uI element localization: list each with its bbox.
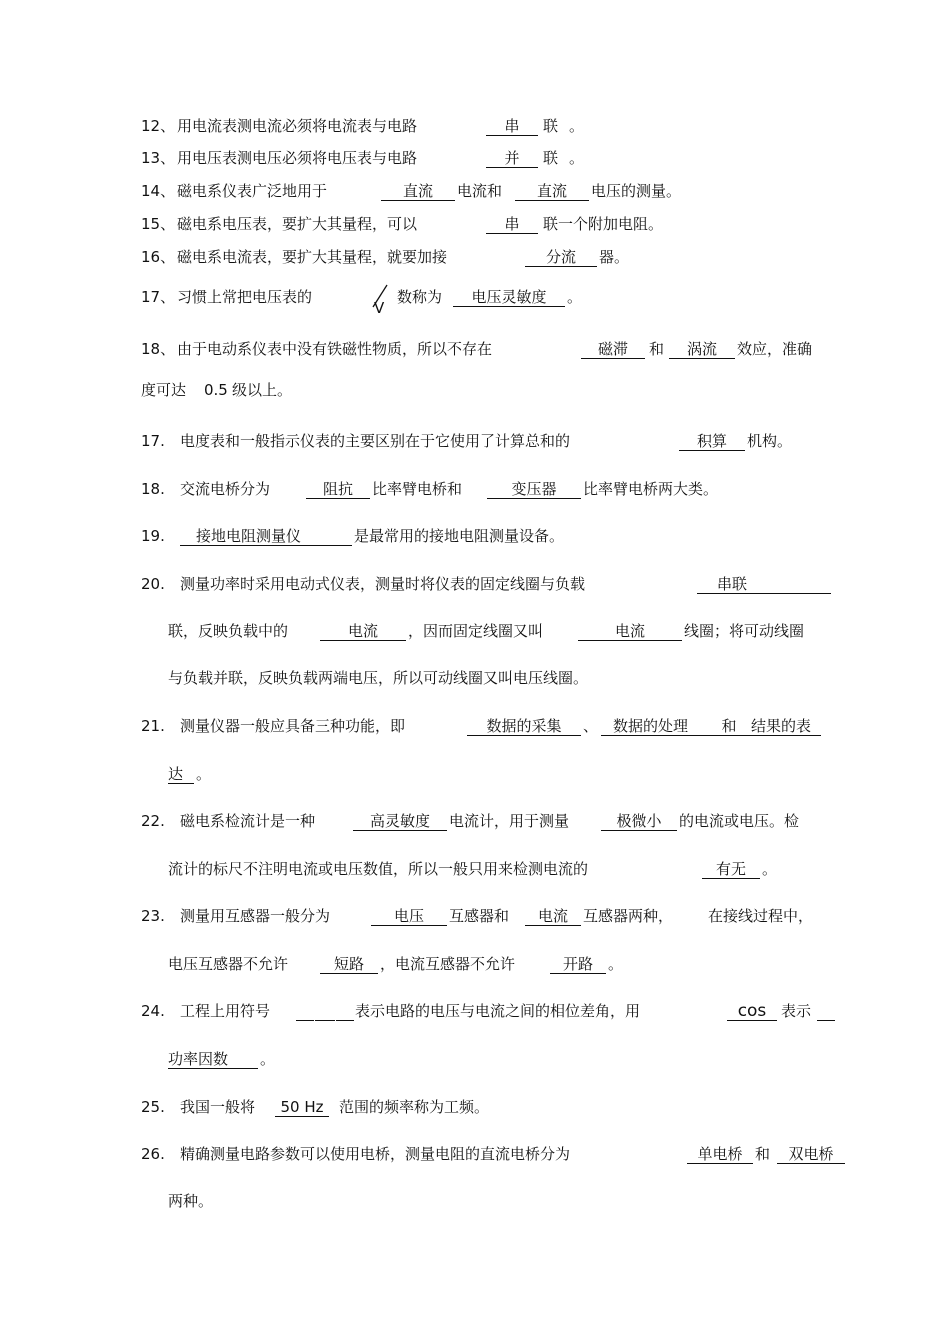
answer-blank: 涡流 [669,339,735,359]
question-text: 级以上。 [232,381,293,399]
answer-blank [336,1001,354,1021]
question-text: 习惯上常把电压表的 [177,288,313,306]
question-text: 精确测量电路参数可以使用电桥，测量电阻的直流电桥分为 [180,1145,571,1163]
accuracy-value: 0.5 [204,381,228,399]
question-text: 表示 [781,1002,812,1020]
question-number: 23. [141,907,165,925]
question-text: 和 [649,340,665,358]
question-number: 13、 [141,149,176,167]
question-text: ，因而固定线圈又叫 [408,622,544,640]
question-text: 电流和 [457,182,503,200]
question-text: 工程上用符号 [180,1002,271,1020]
question-text: 在接线过程中， [708,907,814,925]
punctuation: 。 [569,117,585,135]
answer-blank: 阻抗 [306,479,370,499]
question-text: 表示电路的电压与电流之间的相位差角，用 [355,1002,641,1020]
question-text: 范围的频率称为工频。 [339,1098,490,1116]
answer-blank: 并 [486,148,538,168]
question-text: 流计的标尺不注明电流或电压数值，所以一般只用来检测电流的 [168,860,589,878]
answer-blank: 开路 [550,954,606,974]
answer-blank: 电流 [525,906,581,926]
question-number: 16、 [141,248,176,266]
question-text: 电流计，用于测量 [449,812,570,830]
question-text: 器。 [599,248,630,266]
answer-blank: 双电桥 [777,1144,845,1164]
question-text: 效应，准确 [737,340,813,358]
answer-blank: 直流 [515,181,589,201]
question-number: 19. [141,527,165,545]
question-text: 互感器和 [449,907,510,925]
question-number: 24. [141,1002,165,1020]
answer-blank: 电压灵敏度 [453,287,565,307]
question-number: 12、 [141,117,176,135]
answer-blank: 串 [486,214,538,234]
question-text: 联，反映负载中的 [168,622,289,640]
question-number: 20. [141,575,165,593]
answer-blank [315,1001,335,1021]
question-text: 磁电系电压表，要扩大其量程，可以 [177,215,418,233]
question-text: 数称为 [397,288,443,306]
unit-symbol: V [374,299,385,317]
punctuation: 。 [762,860,778,878]
answer-blank: 电流 [320,621,406,641]
punctuation: 、 [583,717,599,735]
answer-blank: 变压器 [487,479,581,499]
question-number: 18、 [141,340,176,358]
question-number: 25. [141,1098,165,1116]
answer-blank: 结果的表 [741,716,821,736]
question-text: 用电流表测电流必须将电流表与电路 [177,117,418,135]
question-text: ，电流互感器不允许 [380,955,516,973]
question-text: 磁电系检流计是一种 [180,812,316,830]
answer-blank: cos [727,1001,777,1021]
answer-blank: 数据的处理 [601,716,717,736]
question-number: 18. [141,480,165,498]
question-number: 17、 [141,288,176,306]
question-text: 电压的测量。 [591,182,682,200]
question-text: 和 [755,1145,771,1163]
answer-blank: 50 Hz [275,1097,329,1117]
punctuation: 。 [196,765,212,783]
question-text: 测量仪器一般应具备三种功能，即 [180,717,406,735]
question-text: 联 [543,117,559,135]
punctuation: 。 [608,955,624,973]
question-text: 测量功率时采用电动式仪表，测量时将仪表的固定线圈与负载 [180,575,586,593]
answer-blank: 单电桥 [687,1144,753,1164]
question-text: 电压互感器不允许 [168,955,289,973]
question-text: 磁电系电流表，要扩大其量程，就要加接 [177,248,448,266]
question-text: 联 [543,149,559,167]
question-number: 17. [141,432,165,450]
question-text: 是最常用的接地电阻测量设备。 [354,527,565,545]
question-text: 磁电系仪表广泛地用于 [177,182,328,200]
answer-blank [817,1001,835,1021]
answer-blank: 积算 [679,431,745,451]
answer-blank: 和 [717,716,741,736]
answer-blank: 有无 [702,859,760,879]
question-text: 比率臂电桥和 [372,480,463,498]
question-text: 两种。 [168,1192,214,1210]
question-number: 22. [141,812,165,830]
answer-blank: 接地电阻测量仪 [180,526,352,546]
answer-blank: 串联 [697,574,831,594]
question-number: 14、 [141,182,176,200]
question-text: 测量用互感器一般分为 [180,907,331,925]
question-text: 机构。 [747,432,793,450]
question-number: 26. [141,1145,165,1163]
question-number: 15、 [141,215,176,233]
question-text: 用电压表测电压必须将电压表与电路 [177,149,418,167]
question-text: 由于电动系仪表中没有铁磁性物质，所以不存在 [177,340,493,358]
punctuation: 。 [260,1050,276,1068]
answer-blank: 直流 [381,181,455,201]
answer-blank: 短路 [320,954,378,974]
question-text: 互感器两种， [583,907,674,925]
answer-blank: 极微小 [601,811,677,831]
question-text: 比率臂电桥两大类。 [583,480,719,498]
answer-blank: 串 [486,116,538,136]
answer-blank: 分流 [525,247,597,267]
question-text: 联一个附加电阻。 [543,215,664,233]
answer-blank: 数据的采集 [467,716,581,736]
question-text: 的电流或电压。检 [679,812,800,830]
answer-blank: 功率因数 [168,1049,258,1069]
question-text: 交流电桥分为 [180,480,271,498]
question-text: 度可达 [141,381,187,399]
question-text: 我国一般将 [180,1098,256,1116]
question-number: 21. [141,717,165,735]
answer-blank [296,1001,314,1021]
question-text: 电度表和一般指示仪表的主要区别在于它使用了计算总和的 [180,432,571,450]
question-text: 与负载并联，反映负载两端电压，所以可动线圈又叫电压线圈。 [168,669,589,687]
answer-blank: 达 [168,764,194,784]
answer-blank: 磁滞 [581,339,645,359]
punctuation: 。 [567,288,583,306]
punctuation: 。 [569,149,585,167]
answer-blank: 电流 [578,621,682,641]
answer-blank: 电压 [371,906,447,926]
question-text: 线圈；将可动线圈 [684,622,805,640]
answer-blank: 高灵敏度 [353,811,447,831]
